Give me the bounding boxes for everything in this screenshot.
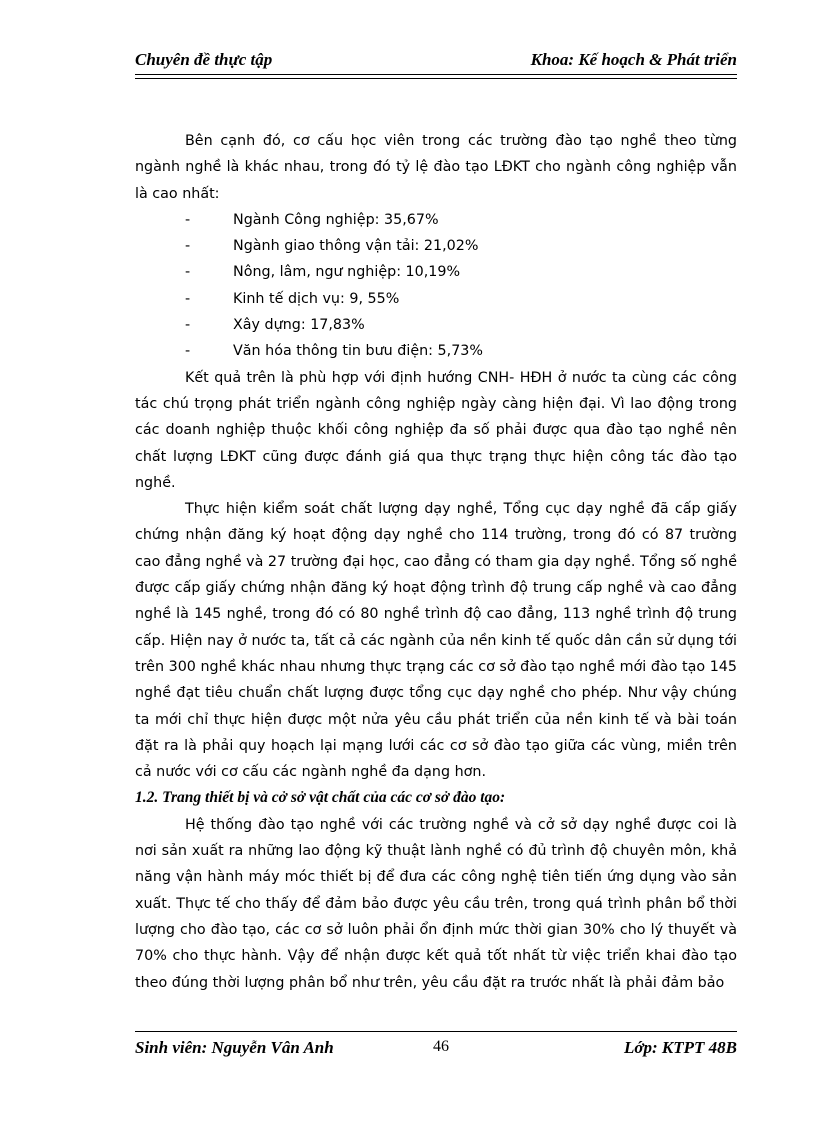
header-rule xyxy=(135,74,737,75)
bullet-dash: - xyxy=(185,343,191,360)
bullet-dash: - xyxy=(185,264,191,281)
list-item: - Ngành Công nghiệp: 35,67% xyxy=(135,207,737,233)
page-footer xyxy=(135,1038,737,1062)
bullet-dash: - xyxy=(185,211,191,228)
header-rule-thin xyxy=(135,78,737,79)
paragraph-2: Kết quả trên là phù hợp với định hướng CNH- HĐH ở nước ta cùng các công tác chú trọng phát triển ngành công nghiệp ngày càng hiện đại. Vì lao động trong các doanh nghiệp thuộc khối công nghiệp đa số phải được qua đào tạo nghề nên chất lượng LĐKT cũng được đánh giá qua thực trạng thực hiện công tác đào tạo nghề. xyxy=(135,369,737,491)
bullet-dash: - xyxy=(185,317,191,334)
paragraph-4: Hệ thống đào tạo nghề với các trường nghề và cở sở dạy nghề được coi là nơi sản xuất ra những lao động kỹ thuật lành nghề có đủ trình độ chuyên môn, khả năng vận hành máy móc thiết bị để đưa các công nghệ tiên tiến ứng dụng vào sản xuất. Thực tế cho thấy để đảm bảo được yêu cầu trên, trong quá trình phân bổ thời lượng cho đào tạo, các cơ sở luôn phải ổn định mức thời gian 30% cho lý thuyết và 70% cho thực hành. Vậy để nhận được kết quả tốt nhất từ việc triển khai đào tạo theo đúng thời lượng phân bổ như trên, yêu cầu đặt ra trước nhất là phải đảm bảo xyxy=(135,816,737,991)
list-item: - Nông, lâm, ngư nghiệp: 10,19% xyxy=(135,259,737,285)
page-number: 46 xyxy=(433,1038,449,1055)
bullet-list xyxy=(135,207,737,365)
list-item: - Xây dựng: 17,83% xyxy=(135,312,737,338)
paragraph-1: Bên cạnh đó, cơ cấu học viên trong các trường đào tạo nghề theo từng ngành nghề là khác nhau, trong đó tỷ lệ đào tạo LĐKT cho ngành công nghiệp vẫn là cao nhất: xyxy=(135,133,737,202)
paragraph-3: Thực hiện kiểm soát chất lượng dạy nghề, Tổng cục dạy nghề đã cấp giấy chứng nhận đăng ký hoạt động dạy nghề cho 114 trường, trong đó có 87 trường cao đẳng nghề và 27 trường đại học, cao đẳng có tham gia dạy nghề. Tổng số nghề được cấp giấy chứng nhận đăng ký hoạt động trình độ trung cấp nghề và cao đẳng nghề là 145 nghề, trong đó có 80 nghề trình độ cao đẳng, 113 nghề trình độ trung cấp. Hiện nay ở nước ta, tất cả các ngành của nền kinh tế quốc dân cần sử dụng tới trên 300 nghề khác nhau nhưng thực trạng các cơ sở đào tạo nghề mới đào tạo 145 nghề đạt tiêu chuẩn chất lượng được tổng cục dạy nghề cho phép. Như vậy chúng ta mới chỉ thực hiện được một nửa yêu cầu phát triển của nền kinh tế và bài toán đặt ra là phải quy hoạch lại mạng lưới các cơ sở đào tạo giữa các vùng, miền trên cả nước với cơ cấu các ngành nghề đa dạng hơn. xyxy=(135,501,737,781)
footer-student: Sinh viên: Nguyễn Vân Anh xyxy=(135,1038,334,1057)
document-body xyxy=(135,128,737,996)
header-title-left: Chuyên đề thực tập xyxy=(135,50,273,69)
list-item: - Ngành giao thông vận tải: 21,02% xyxy=(135,233,737,259)
footer-class: Lớp: KTPT 48B xyxy=(624,1038,737,1057)
bullet-dash: - xyxy=(185,238,191,255)
list-item: - Kinh tế dịch vụ: 9, 55% xyxy=(135,286,737,312)
list-item: - Văn hóa thông tin bưu điện: 5,73% xyxy=(135,338,737,364)
bullet-dash: - xyxy=(185,290,191,307)
section-heading: 1.2. Trang thiết bị và cở sở vật chất của các cơ sở đào tạo: xyxy=(135,789,506,807)
page-header xyxy=(135,50,737,72)
footer-rule xyxy=(135,1031,737,1032)
header-title-right: Khoa: Kế hoạch & Phát triển xyxy=(530,50,737,69)
